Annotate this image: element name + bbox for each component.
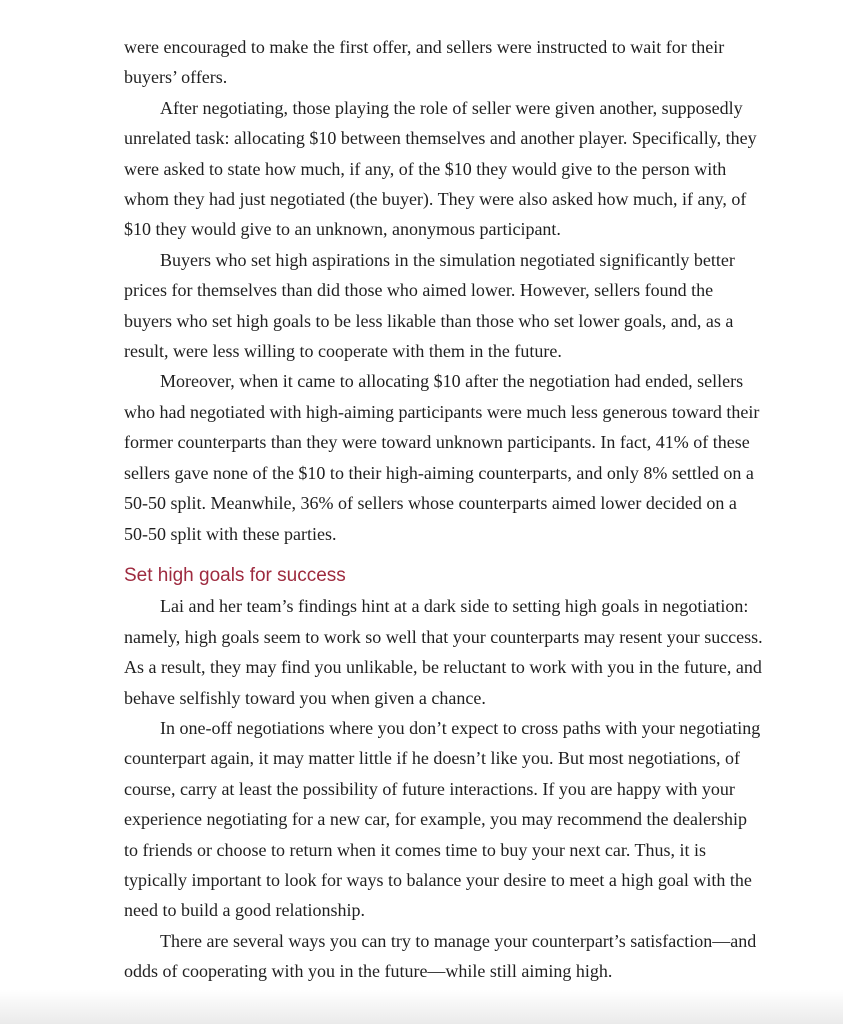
document-page [124,32,764,987]
paragraph-seller-task: After negotiating, those playing the role of seller were given another, supposedly unrelated task: allocating $10 between themselves and another player. Specifically, they were asked to state how much, if any, of the $10 they would give to the person with whom they had just negotiated (the buyer). They were also asked how much, if any, of $10 they would give to an unknown, anonymous participant. [124,97,757,240]
paragraph-one-off-negotiations: In one-off negotiations where you don’t expect to cross paths with your negotiating counterpart again, it may matter little if he doesn’t like you. But most negotiations, of course, carry at least the possibility of future interactions. If you are happy with your experience negotiating for a new car, for example, you may recommend the dealership to friends or choose to return when it comes time to buy your next car. Thus, it is typically important to look for ways to balance your desire to meet a high goal with the need to build a good relationship. [124,717,761,921]
section-heading: Set high goals for success [124,564,346,586]
paragraph-findings: Lai and her team’s findings hint at a dark side to setting high goals in negotiation: namely, high goals seem to work so well that your counterparts may resent your success. As a result, they may find you unlikable, be reluctant to work with you in the future, and behave selfishly toward you when given a chance. [124,596,763,708]
paragraph-allocation-results: Moreover, when it came to allocating $10 after the negotiation had ended, sellers who had negotiated with high-aiming participants were much less generous toward their former counterparts than they were toward unknown participants. In fact, 41% of these sellers gave none of the $10 to their high-aiming counterparts, and only 8% settled on a 50-50 split. Meanwhile, 36% of sellers whose counterparts aimed lower decided on a 50-50 split with these parties. [124,371,760,544]
paragraph-manage-satisfaction: There are several ways you can try to manage your counterpart’s satisfaction—and odds of cooperating with you in the future—while still aiming high. [124,930,757,982]
paragraph-continuation: were encouraged to make the first offer, and sellers were instructed to wait for their buyers’ offers. [124,37,725,88]
bottom-edge-shadow [0,990,843,1024]
paragraph-buyer-results: Buyers who set high aspirations in the simulation negotiated significantly better prices for themselves than did those who aimed lower. However, sellers found the buyers who set high goals to be less likable than those who set lower goals, and, as a result, were less willing to cooperate with them in the future. [124,249,735,362]
